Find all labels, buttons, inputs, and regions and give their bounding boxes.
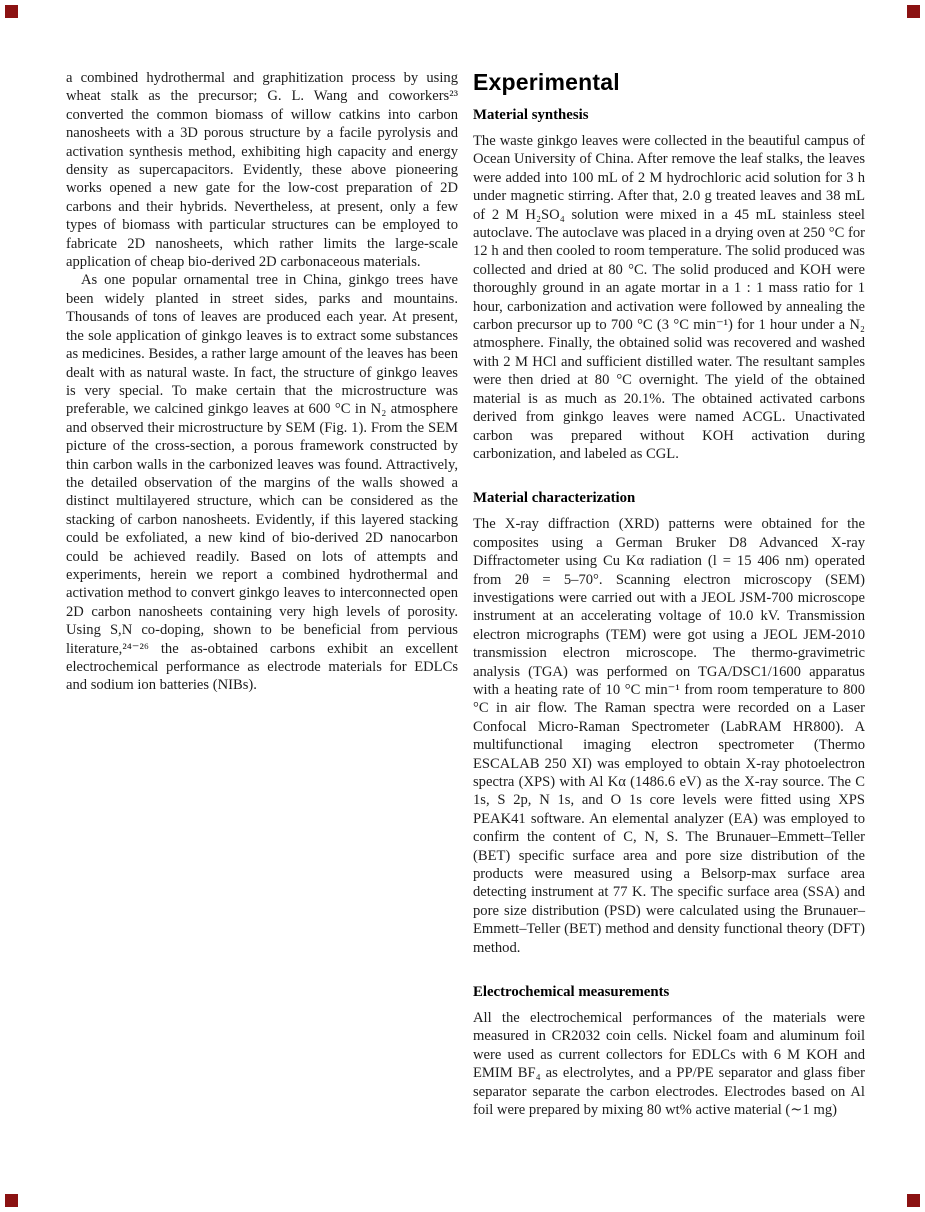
subsection-heading: Material characterization (473, 490, 636, 507)
corner-fiducial-mark-bottom-right (907, 1194, 920, 1207)
body-paragraph: The waste ginkgo leaves were collected in the beautiful campus of Ocean University of China. After remove the leaf stalks, the leaves were added into 100 mL of 2 M hydrochloric acid solution for 3 h under magnetic stirring. After that, 2.0 g treated leaves and 38 mL of 2 M H₂SO₄ solution were mixed in a 45 mL stainless steel autoclave. The autoclave was placed in a drying oven at 250 °C for 12 h and then cooled to room temperature. The solid produced was collected and dried at 80 °C. The solid produced and KOH were thoroughly ground in an agate mortar in a 1 : 1 mass ratio for 1 hour, carbonization and activation were followed by annealing the carbon precursor up to 700 °C (3 °C min⁻¹) for 1 hour under a N₂ atmosphere. Finally, the obtained solid was recovered and washed with 2 M HCl and sufficient distilled water. The resultant samples were then dried at 80 °C overnight. The yield of the obtained material is as much as 20.1%. The obtained activated carbons derived from ginkgo leaves were named ACGL. Unactivated carbon was prepared without KOH activation during carbonization, and labeled as CGL. (473, 133, 865, 462)
section-heading-experimental: Experimental (473, 69, 620, 95)
body-paragraph: a combined hydrothermal and graphitization process by using wheat stalk as the precursor; G. L. Wang and coworkers²³ converted the common biomass of willow catkins into carbon nanosheets with a 3D porous structure by a facile pyrolysis and activation synthesis method, exhibiting high capacity and energy density as supercapacitors. Evidently, these above pioneering works opened a new gate for the low-cost preparation of 2D carbons and their hybrids. Nevertheless, at present, only a few types of biomass with particular structures can be employed to fabricate 2D nanosheets, which rather limits the large-scale application of cheap bio-derived 2D carbonaceous materials. (66, 70, 458, 271)
subsection-material-characterization (473, 489, 865, 957)
subsection-electrochemical-measurements (473, 983, 865, 1119)
body-paragraph: The X-ray diffraction (XRD) patterns were obtained for the composites using a German Bruker D8 Advanced X-ray Diffractometer using Cu Kα radiation (l = 15 406 nm) operated from 2θ = 5–70°. Scanning electron microscopy (SEM) investigations were carried out with a JEOL JSM-700 microscope instrument at an accelerating voltage of 10.0 kV. Transmission electron micrographs (TEM) were got using a JEOL JEM-2010 transmission electron microscope. The thermo-gravimetric analysis (TGA) was performed on TGA/DSC1/1600 apparatus with a heating rate of 10 °C min⁻¹ from room temperature to 800 °C in air flow. The Raman spectra were recorded on a Laser Confocal Micro-Raman Spectrometer (LabRAM HR800). A multifunctional imaging electron spectrometer (Thermo ESCALAB 250 XI) was employed to obtain X-ray photoelectron spectra (XPS) with Al Kα (1486.6 eV) as the X-ray source. The C 1s, S 2p, N 1s, and O 1s core levels were fitted using XPS PEAK41 software. An elemental analyzer (EA) was employed to confirm the content of C, N, S. The Brunauer–Emmett–Teller (BET) specific surface area and pore size distribution of the products were measured using a Belsorp-max surface area detecting instrument at 77 K. The specific surface area (SSA) and pore size distribution (PSD) were calculated using the Brunauer–Emmett–Teller (BET) method and density functional theory (DFT) method. (473, 516, 865, 956)
subsection-material-synthesis (473, 106, 865, 463)
left-text-column (66, 69, 458, 695)
body-paragraph: All the electrochemical performances of the materials were measured in CR2032 coin cells. Nickel foam and aluminum foil were used as current collectors for EDLCs with 6 M KOH and EMIM BF₄ as electrolytes, and a PP/PE separator and glass fiber separator separate the carbon electrodes. Electrodes based on Al foil were prepared by mixing 80 wt% active material (∼1 mg) (473, 1010, 865, 1119)
subsection-heading: Material synthesis (473, 107, 589, 123)
corner-fiducial-mark-top-right (907, 5, 920, 18)
corner-fiducial-mark-bottom-left (5, 1194, 18, 1207)
body-paragraph: As one popular ornamental tree in China, ginkgo trees have been widely planted in street sides, parks and mountains. Thousands of tons of leaves are produced each year. At present, the sole application of ginkgo leaves is to extract some substances as medicines. Besides, a rather large amount of the leaves has been dealt with as natural waste. In fact, the structure of ginkgo leaves is very special. To make certain that the microstructure was preferable, we calcined ginkgo leaves at 600 °C in N₂ atmosphere and observed their microstructure by SEM (Fig. 1). From the SEM picture of the cross-section, a porous framework constructed by thin carbon walls in the carbonized leaves was found. Attractively, the detailed observation of the margins of the walls showed a distinct multilayered structure, which can be considered as the stacking of carbon nanosheets. Evidently, if this layered stacking could be exfoliated, a new kind of bio-derived 2D nanocarbon could be achieved readily. Based on lots of attempts and experiments, herein we report a combined hydrothermal and activation method to convert ginkgo leaves to interconnected open 2D carbon nanosheets containing very high levels of porosity. Using S,N co-doping, shown to be beneficial from pervious literature,²⁴⁻²⁶ the as-obtained carbons exhibit an excellent electrochemical performance as electrode materials for EDLCs and sodium ion batteries (NIBs). (66, 272, 458, 694)
corner-fiducial-mark-top-left (5, 5, 18, 18)
subsection-heading: Electrochemical measurements (473, 984, 670, 1001)
right-text-column (473, 69, 865, 1120)
